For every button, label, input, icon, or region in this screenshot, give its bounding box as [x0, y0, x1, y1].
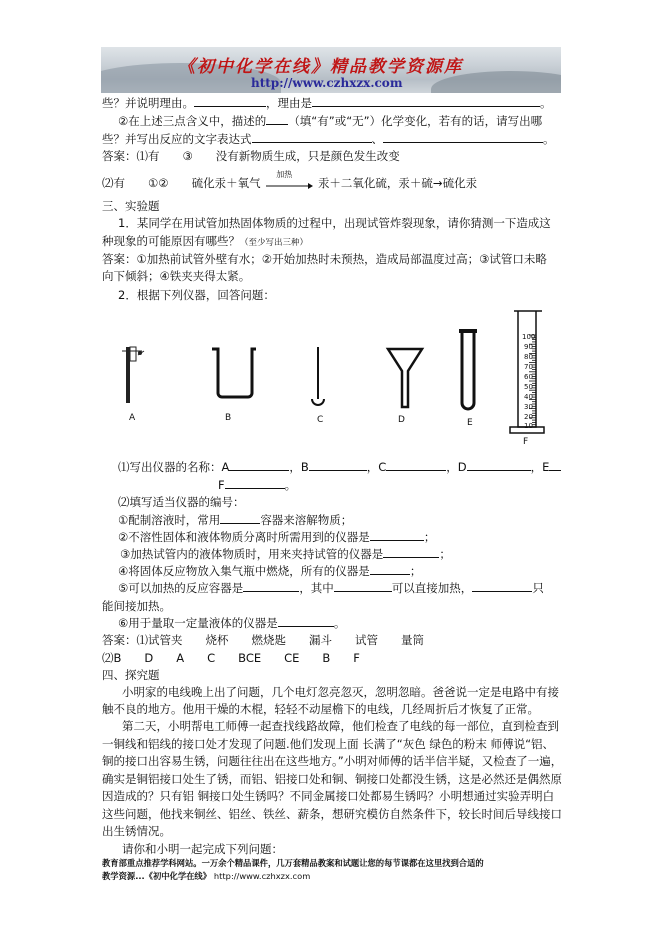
test-tube-icon — [459, 329, 477, 409]
tick-80: 80 — [524, 353, 533, 361]
answer-4: ⑵B D A C BCE CE B F — [102, 651, 360, 665]
tick-20: 20 — [524, 413, 533, 421]
tick-70: 70 — [524, 363, 533, 371]
q2-names-f: F 。 — [218, 478, 297, 492]
beaker-icon — [212, 349, 256, 397]
q2-item-3: ③加热试管内的液体物质时，用来夹持试管的仪器是 ； — [120, 547, 451, 561]
funnel-icon — [388, 349, 422, 407]
section-3-title: 三、实验题 — [102, 199, 160, 213]
tick-10: 10 — [524, 422, 533, 430]
tick-50: 50 — [524, 383, 533, 391]
para-2g: 出生锈情况。 — [102, 824, 171, 838]
q2-title: 2．根据下列仪器，回答问题： — [118, 288, 275, 302]
line-3: 些？并写出反应的文字表达式 、 。 — [102, 132, 555, 146]
answer-1: 答案：⑴有 ③ 没有新物质生成，只是颜色发生改变 — [102, 149, 400, 163]
para-2d: 确实是铜铝接口处生了锈，而铝、铝接口处和铜、铜接口处都没生锈，这是必然还是偶然原 — [102, 772, 562, 786]
para-2e: 因造成的？只有铝 铜接口处生锈吗？不同金属接口处都易生锈吗？小明想通过实验弄明白 — [102, 789, 555, 803]
para-2c: 铜的接口出容易生锈，问题往往出在这些地方。”小明对师傅的话半信半疑，又检查了一遍， — [102, 754, 563, 768]
q2-item-6: ⑥用于量取一定量液体的仪器是 。 — [118, 616, 346, 630]
test-tube-holder-icon — [122, 347, 144, 403]
tick-60: 60 — [524, 373, 533, 381]
label-a: A — [129, 413, 136, 423]
q2-item-5: ⑤可以加热的反应容器是 ，其中 可以直接加热， 只 — [118, 581, 544, 595]
q2-item-2: ②不溶性固体和液体物质分离时所需用到的仪器是 ； — [118, 530, 436, 544]
tick-100: 100 — [522, 333, 536, 341]
answer-2: ⑵有 ①② 硫化汞＋氧气 加热 汞＋二氧化硫，汞＋硫→硫化汞 — [102, 169, 478, 190]
para-2f: 这些问题，他找来铜丝、铝丝、铁丝、薪条，想研究模仿自然条件下，较长时间后导线接口 — [102, 807, 562, 821]
para-1b: 触不良的地方。他用干燥的木棍，轻轻不动屋檐下的电线，几经周折后才恢复了正常。 — [102, 702, 539, 716]
para-2b: 一铜线和铝线的接口处才发现了问题.他们发现上面 长满了“灰色 绿色的粉末 师傅说“铝、 — [102, 737, 555, 751]
apparatus-figure — [110, 305, 560, 455]
label-f: F — [523, 437, 529, 447]
para-3: 请你和小明一起完成下列问题： — [122, 842, 283, 856]
label-c: C — [317, 415, 324, 425]
q2-item-1: ①配制溶液时，常用 容器来溶解物质； — [118, 513, 353, 527]
line-1: 些？并说明理由。 ，理由是 。 — [102, 96, 552, 110]
q2-fill-title: ⑵填写适当仪器的编号： — [118, 495, 245, 509]
label-b: B — [225, 413, 232, 423]
tick-90: 90 — [524, 343, 533, 351]
a1-line-b: 向下倾斜；④铁夹夹得太紧。 — [102, 269, 251, 283]
q2-item-4: ④将固体反应物放入集气瓶中燃烧，所有的仪器是 ； — [118, 564, 422, 578]
answer-3: 答案：⑴试管夹 烧杯 燃烧匙 漏斗 试管 量筒 — [102, 633, 424, 647]
footer-url[interactable]: http://www.czhxzx.com — [213, 871, 311, 881]
q1-line-b: 种现象的可能原因有哪些？（至少写出三种） — [102, 234, 309, 248]
banner-url[interactable]: http://www.czhxzx.com — [251, 76, 403, 90]
combustion-spoon-icon — [312, 347, 324, 405]
a1-line-a: 答案：①加热前试管外壁有水；②开始加热时未预热，造成局部温度过高；③试管口未略 — [102, 252, 547, 266]
tick-30: 30 — [524, 403, 533, 411]
tick-40: 40 — [524, 393, 533, 401]
banner-title: 《初中化学在线》精品教学资源库 — [178, 57, 463, 77]
footer-line-1: 教育部重点推荐学科网站。一万余个精品课件，几万套精品教案和试题让您的每节课都在这里找到合适的 — [102, 858, 484, 868]
q2-names: ⑴写出仪器的名称：A ，B ，C ，D ，E — [118, 459, 561, 475]
section-4-title: 四、探究题 — [102, 668, 160, 682]
q2-item-5-cont: 能间接加热。 — [102, 599, 171, 613]
para-1a: 小明家的电线晚上出了问题，几个电灯忽亮忽灭，忽明忽暗。爸爸说一定是电路中有接 — [122, 685, 559, 699]
label-e: E — [467, 418, 473, 428]
footer-line-2: 教学资源...《初中化学在线》 http://www.czhxzx.com — [102, 871, 311, 881]
line-2: ②在上述三点含义中，描述的 （填“有”或“无”）化学变化，若有的话，请写出哪 — [118, 114, 543, 128]
label-d: D — [398, 415, 405, 425]
para-2a: 第二天，小明帮电工师傅一起查找线路故障，他们检查了电线的每一部位，直到检查到 — [122, 719, 559, 733]
q1-line-a: 1．某同学在用试管加热固体物质的过程中，出现试管炸裂现象，请你猜测一下造成这 — [118, 216, 551, 230]
